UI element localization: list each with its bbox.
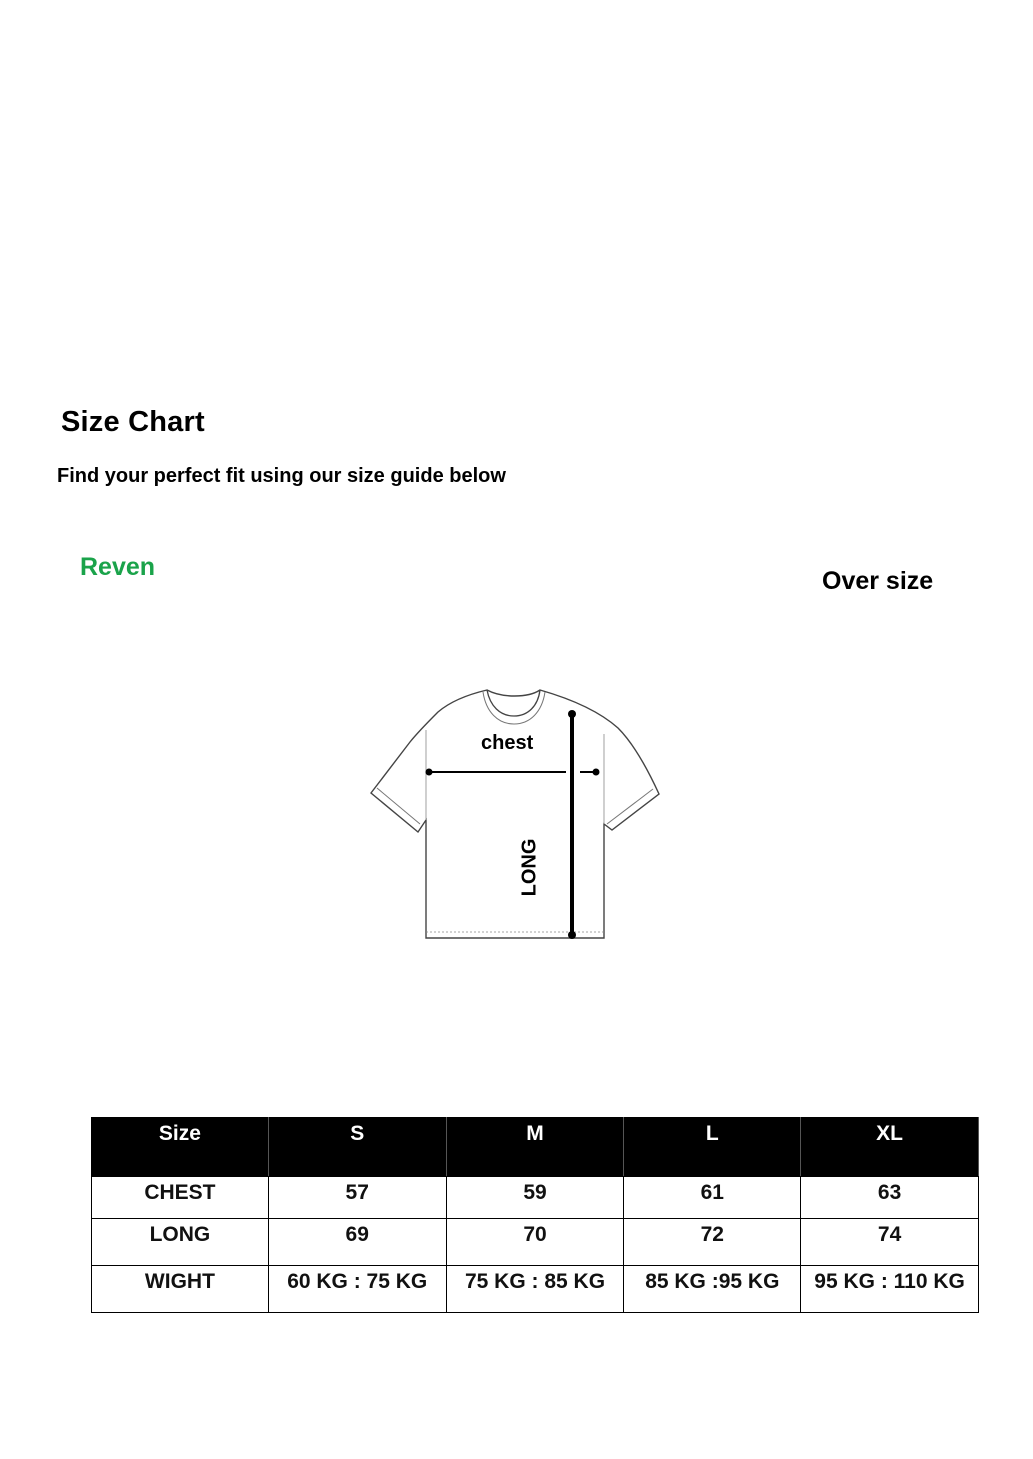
table-cell: 75 KG : 85 KG bbox=[446, 1266, 624, 1313]
table-cell: 63 bbox=[801, 1177, 979, 1219]
table-cell: 61 bbox=[624, 1177, 801, 1219]
table-cell: 60 KG : 75 KG bbox=[268, 1266, 446, 1313]
table-cell: WIGHT bbox=[92, 1266, 269, 1313]
tshirt-diagram bbox=[360, 680, 670, 950]
table-cell: LONG bbox=[92, 1219, 269, 1266]
table-cell: 95 KG : 110 KG bbox=[801, 1266, 979, 1313]
table-row bbox=[92, 1177, 979, 1219]
table-cell: 69 bbox=[268, 1219, 446, 1266]
header-m: M bbox=[446, 1118, 624, 1177]
page-subtitle: Find your perfect fit using our size guide below bbox=[57, 465, 506, 487]
brand-name: Reven bbox=[80, 553, 156, 581]
table-cell: 85 KG :95 KG bbox=[624, 1266, 801, 1313]
table-cell: 57 bbox=[268, 1177, 446, 1219]
size-table bbox=[91, 1117, 979, 1313]
table-cell: CHEST bbox=[92, 1177, 269, 1219]
table-cell: 72 bbox=[624, 1219, 801, 1266]
header-l: L bbox=[624, 1118, 801, 1177]
table-row bbox=[92, 1219, 979, 1266]
header-size: Size bbox=[92, 1118, 269, 1177]
header-s: S bbox=[268, 1118, 446, 1177]
chest-label: chest bbox=[481, 732, 534, 754]
table-cell: 59 bbox=[446, 1177, 624, 1219]
page-title: Size Chart bbox=[61, 406, 205, 438]
table-header-row bbox=[92, 1118, 979, 1177]
header-xl: XL bbox=[801, 1118, 979, 1177]
table-row bbox=[92, 1266, 979, 1313]
table-cell: 70 bbox=[446, 1219, 624, 1266]
long-label: LONG bbox=[518, 838, 541, 897]
tshirt-outline bbox=[371, 690, 659, 938]
table-cell: 74 bbox=[801, 1219, 979, 1266]
fit-type: Over size bbox=[822, 567, 934, 595]
